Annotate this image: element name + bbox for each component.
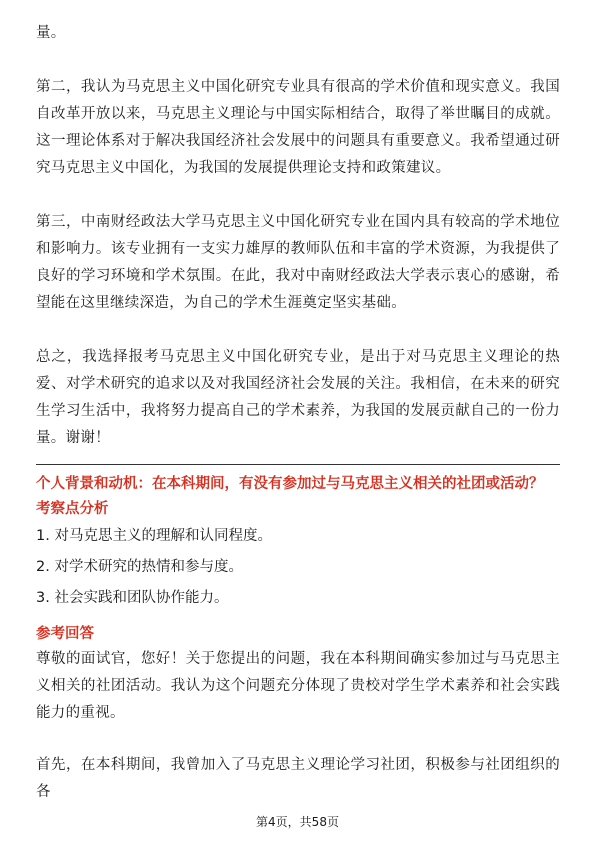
- list-item: 1. 对马克思主义的理解和认同程度。: [36, 528, 272, 544]
- question-heading: 个人背景和动机：在本科期间，有没有参加过与马克思主义相关的社团或活动？: [36, 476, 544, 492]
- section-divider: [36, 464, 560, 465]
- paragraph-second-point: 第二，我认为马克思主义中国化研究专业具有很高的学术价值和现实意义。我国自改革开放以来，马克思主义理论与中国实际相结合，取得了举世瞩目的成就。这一理论体系对于解决我国经济社会发展中的问题具有重要意义。我希望通过研究马克思主义中国化，为我国的发展提供理论支持和政策建议。: [36, 79, 560, 176]
- list-item: 3. 社会实践和团队协作能力。: [36, 590, 229, 606]
- answer-title: 参考回答: [36, 626, 94, 642]
- paragraph-continuation: 量。: [36, 25, 66, 41]
- paragraph-conclusion: 总之，我选择报考马克思主义中国化研究专业，是出于对马克思主义理论的热爱、对学术研究的追求以及对我国经济社会发展的关注。我相信，在未来的研究生学习生活中，我将努力提高自己的学术素养，为我国的发展贡献自己的一份力量。谢谢！: [36, 349, 560, 446]
- answer-paragraph-first: 首先，在本科期间，我曾加入了马克思主义理论学习社团，积极参与社团组织的各: [36, 757, 560, 800]
- page-content: [36, 20, 560, 806]
- analysis-list: [36, 521, 560, 614]
- paragraph-third-point: 第三，中南财经政法大学马克思主义中国化研究专业在国内具有较高的学术地位和影响力。该专业拥有一支实力雄厚的教师队伍和丰富的学术资源，为我提供了良好的学习环境和学术氛围。在此，我对中南财经政法大学表示衷心的感谢，希望能在这里继续深造，为自己的学术生涯奠定坚实基础。: [36, 214, 560, 311]
- answer-paragraph-intro: 尊敬的面试官，您好！关于您提出的问题，我在本科期间确实参加过与马克思主义相关的社团活动。我认为这个问题充分体现了贵校对学生学术素养和社会实践能力的重视。: [36, 651, 560, 721]
- analysis-title: 考察点分析: [36, 501, 109, 517]
- page-number: 第4页，共58页: [256, 815, 339, 829]
- list-item: 2. 对学术研究的热情和参与度。: [36, 559, 243, 575]
